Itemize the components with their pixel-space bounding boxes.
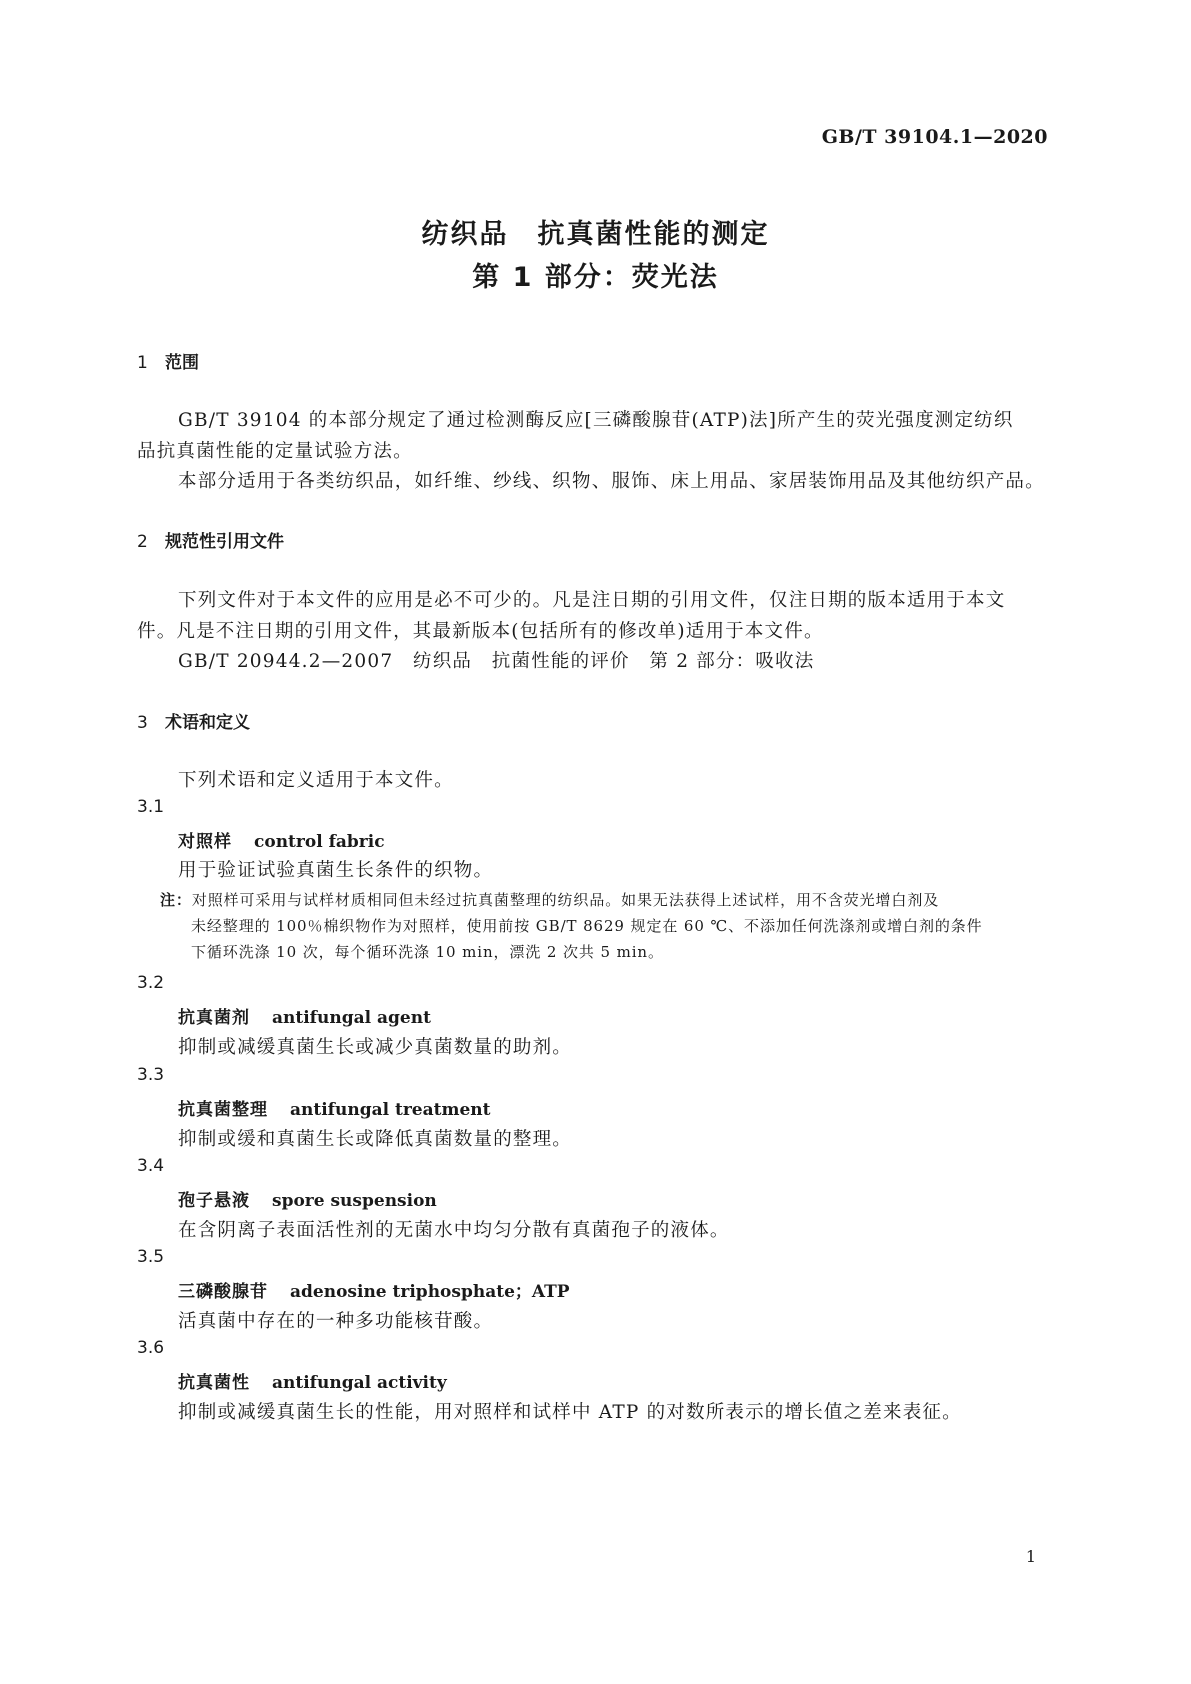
term-definition: 用于验证试验真菌生长条件的织物。 (178, 860, 494, 881)
term-english: control fabric (254, 832, 385, 852)
section-title: 术语和定义 (165, 713, 250, 733)
section-title: 规范性引用文件 (165, 532, 284, 552)
term-definition: 抑制或减缓真菌生长或减少真菌数量的助剂。 (178, 1037, 573, 1058)
note-text: 下循环洗涤 10 次，每个循环洗涤 10 min，漂洗 2 次共 5 min。 (191, 943, 664, 961)
clause-number: 3.3 (137, 1065, 165, 1085)
term-english: adenosine triphosphate；ATP (290, 1282, 570, 1302)
term-chinese: 抗真菌整理 (178, 1100, 268, 1120)
term-chinese: 三磷酸腺苷 (178, 1282, 268, 1302)
paragraph: 下列文件对于本文件的应用是必不可少的。凡是注日期的引用文件，仅注日期的版本适用于本文 (178, 590, 1006, 611)
term-heading (178, 827, 385, 852)
term-heading (178, 1186, 437, 1211)
paragraph: 本部分适用于各类纺织品，如纤维、纱线、织物、服饰、床上用品、家居装饰用品及其他纺织产品。 (178, 471, 1045, 492)
clause-number: 3.4 (137, 1156, 165, 1176)
term-chinese: 对照样 (178, 832, 232, 852)
term-heading (178, 1095, 491, 1120)
document-title: 纺织品 抗真菌性能的测定 (421, 219, 770, 250)
term-heading (178, 1003, 431, 1028)
note-text: 对照样可采用与试样材质相同但未经过抗真菌整理的纺织品。如果无法获得上述试样，用不含荧光增白剂及 (191, 891, 940, 909)
section-heading-terms (137, 708, 250, 733)
section-number: 1 (137, 353, 148, 373)
section-number: 2 (137, 532, 148, 552)
term-english: spore suspension (272, 1191, 437, 1211)
paragraph-continuation: 品抗真菌性能的定量试验方法。 (137, 441, 413, 462)
term-definition: 在含阴离子表面活性剂的无菌水中均匀分散有真菌孢子的液体。 (178, 1220, 730, 1241)
standard-number: GB/T 39104.1—2020 (821, 126, 1048, 148)
term-heading (178, 1368, 447, 1393)
paragraph: GB/T 39104 的本部分规定了通过检测酶反应[三磷酸腺苷(ATP)法]所产生的荧光强度测定纺织 (178, 410, 1014, 431)
section-heading-scope (137, 348, 199, 373)
note-text: 未经整理的 100％棉织物作为对照样，使用前按 GB/T 8629 规定在 60 ℃、不添加任何洗涤剂或增白剂的条件 (191, 917, 983, 935)
reference-entry: GB/T 20944.2—2007 纺织品 抗菌性能的评价 第 2 部分：吸收法 (178, 651, 815, 672)
term-chinese: 抗真菌剂 (178, 1008, 250, 1028)
term-heading (178, 1277, 570, 1302)
term-chinese: 抗真菌性 (178, 1373, 250, 1393)
term-definition: 活真菌中存在的一种多功能核苷酸。 (178, 1311, 494, 1332)
page-number: 1 (1025, 1547, 1036, 1566)
section-heading-normative-references (137, 527, 284, 552)
clause-number: 3.6 (137, 1338, 165, 1358)
note-label: 注： (160, 891, 192, 909)
section-title: 范围 (165, 353, 199, 373)
note (160, 889, 939, 910)
term-english: antifungal agent (272, 1008, 431, 1028)
clause-number: 3.2 (137, 973, 165, 993)
term-definition: 抑制或缓和真菌生长或降低真菌数量的整理。 (178, 1129, 573, 1150)
term-chinese: 孢子悬液 (178, 1191, 250, 1211)
paragraph: 下列术语和定义适用于本文件。 (178, 770, 454, 791)
term-english: antifungal treatment (290, 1100, 491, 1120)
clause-number: 3.1 (137, 797, 165, 817)
section-number: 3 (137, 713, 148, 733)
term-definition: 抑制或减缓真菌生长的性能，用对照样和试样中 ATP 的对数所表示的增长值之差来表征。 (178, 1402, 962, 1423)
clause-number: 3.5 (137, 1247, 165, 1267)
paragraph-continuation: 件。凡是不注日期的引用文件，其最新版本(包括所有的修改单)适用于本文件。 (137, 621, 824, 642)
document-subtitle: 第 1 部分：荧光法 (472, 262, 719, 293)
term-english: antifungal activity (272, 1373, 447, 1393)
